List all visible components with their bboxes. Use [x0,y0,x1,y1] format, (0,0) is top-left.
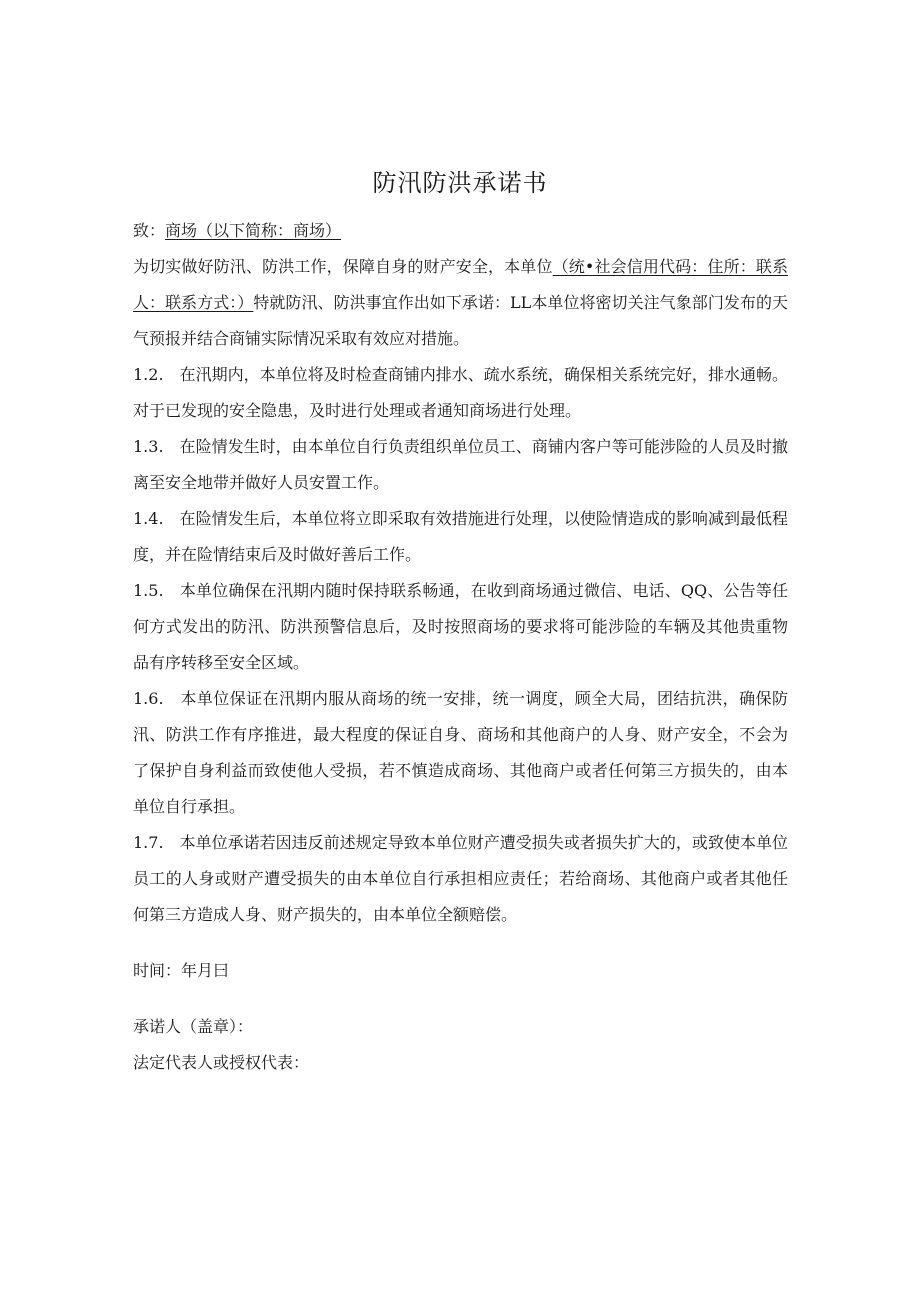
intro-underlined-2: 所：联系人：联系方式：） [133,257,788,312]
representative-line: 法定代表人或授权代表： [133,1053,310,1072]
clause-1-3: 1.3. 在险情发生时，由本单位自行负责组织单位员工、商铺内客户等可能涉险的人员及时撤离至安全地带并做好人员安置工作。 [133,437,788,492]
intro-paragraph [133,249,788,357]
clause-1-4: 1.4. 在险情发生后，本单位将立即采取有效措施进行处理，以使险情造成的影响减到最低程度，并在险情结束后及时做好善后工作。 [133,509,788,564]
clause-1-7: 1.7. 本单位承诺若因违反前述规定导致本单位财产遭受损失或者损失扩大的，或致使本单位员工的人身或财产遭受损失的由本单位自行承担相应责任；若给商场、其他商户或者其他任何第三方造成人身、财产损失的，由本单位全额赔偿。 [133,833,788,924]
document-body [133,213,788,1081]
addressee-name: 商场（以下简称：商场） [165,221,342,240]
intro-underlined-1: （统•社会信用代码：住 [552,257,724,276]
document-title: 防汛防洪承诺书 [372,169,548,197]
signatory-line: 承诺人（盖章）： [133,1017,254,1036]
time-line: 时间：年月曰 [133,961,230,980]
clause-1-5: 1.5. 本单位确保在汛期内随时保持联系畅通，在收到商场通过微信、电话、QQ、公告等任何方式发出的防汛、防洪预警信息后，及时按照商场的要求将可能涉险的车辆及其他贵重物品有序转移至安全区域。 [133,581,788,672]
intro-part1: 为切实做好防汛、防洪工作，保障自身的财产安全，本单位 [133,257,553,276]
addressee-line [133,213,788,249]
signature-block [133,1009,788,1081]
clause-1-6: 1.6. 本单位保证在汛期内服从商场的统一安排，统一调度，顾全大局，团结抗洪，确保防汛、防洪工作有序推进，最大程度的保证自身、商场和其他商户的人身、财产安全，不会为了保护自身利益而致使他人受损，若不慎造成商场、其他商户或者任何第三方损失的，由本单位自行承担。 [133,689,788,816]
clause-1-2: 1.2. 在汛期内，本单位将及时检查商铺内排水、疏水系统，确保相关系统完好，排水通畅。对于已发现的安全隐患，及时进行处理或者通知商场进行处理。 [133,365,788,420]
intro-part2: 特就防汛、防洪事宜作出如下承诺：LL本单位将密切关注气象部门发布的天气预报并结合商铺实际情况采取有效应对措施。 [133,293,788,348]
addressee-prefix: 致： [133,221,166,240]
